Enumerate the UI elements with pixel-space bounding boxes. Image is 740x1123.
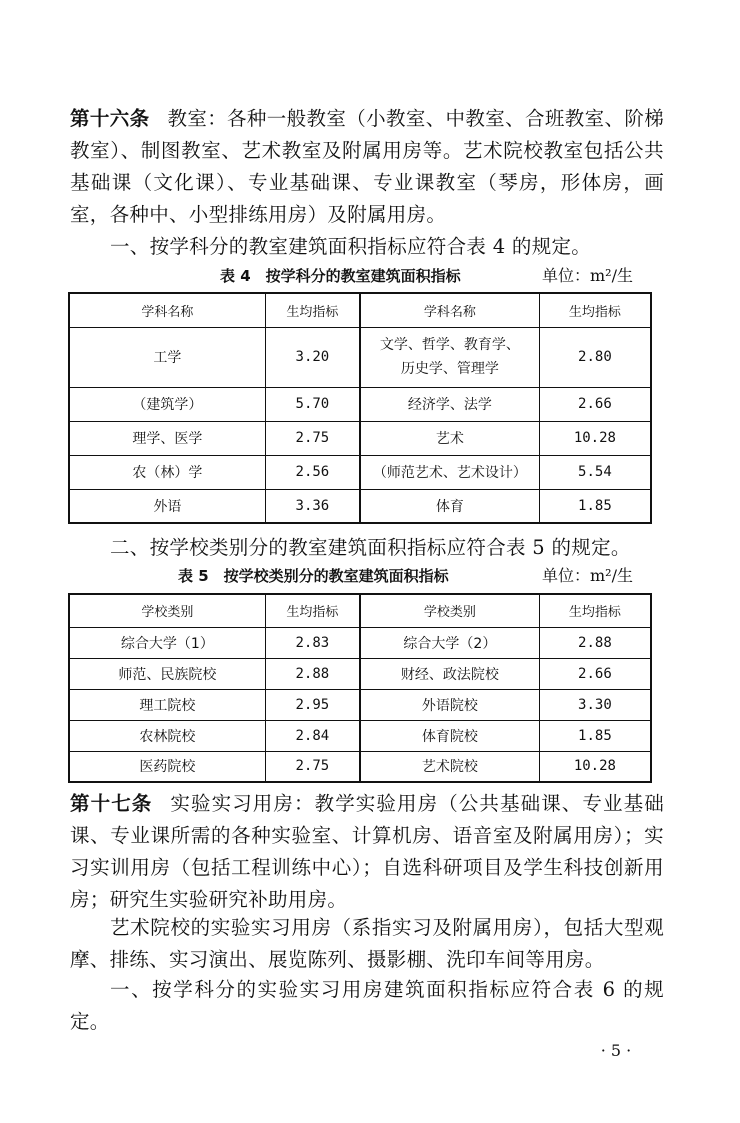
table-cell: 2.88 xyxy=(539,627,651,658)
column-header: 生均指标 xyxy=(539,594,651,627)
column-header: 学校类别 xyxy=(360,594,539,627)
table-cell: 5.54 xyxy=(539,455,651,489)
table-cell: 理工院校 xyxy=(69,689,265,720)
table-cell: 2.75 xyxy=(265,421,360,455)
table-cell: 2.66 xyxy=(539,658,651,689)
table-header-row xyxy=(69,594,651,627)
table-row xyxy=(69,720,651,751)
table-cell: 农（林）学 xyxy=(69,455,265,489)
table-row xyxy=(69,387,651,421)
article-17-paragraph-2: 艺术院校的实验实习用房（系指实习及附属用房），包括大型观摩、排练、实习演出、展览陈列、摄影棚、洗印车间等用房。 xyxy=(70,916,664,971)
table-cell: 工学 xyxy=(69,327,265,387)
table-5 xyxy=(68,593,652,783)
table-cell: 医药院校 xyxy=(69,751,265,782)
column-header: 学校类别 xyxy=(69,594,265,627)
article-17-item-1: 一、按学科分的实验实习用房建筑面积指标应符合表 6 的规定。 xyxy=(70,978,664,1033)
column-header: 学科名称 xyxy=(360,293,539,327)
table-cell: 2.88 xyxy=(265,658,360,689)
table-cell: 1.85 xyxy=(539,489,651,523)
table-row xyxy=(69,751,651,782)
table-cell: 3.30 xyxy=(539,689,651,720)
article-16 xyxy=(70,103,664,231)
table-cell: 文学、哲学、教育学、 历史学、管理学 xyxy=(360,327,539,387)
table-cell: 2.75 xyxy=(265,751,360,782)
table-cell: 师范、民族院校 xyxy=(69,658,265,689)
table-4-unit: 单位：m²/生 xyxy=(542,266,633,285)
table-cell: 3.36 xyxy=(265,489,360,523)
article-16-body: 教室：各种一般教室（小教室、中教室、合班教室、阶梯教室）、制图教室、艺术教室及附属用房等。艺术院校教室包括公共基础课（文化课）、专业基础课、专业课教室（琴房，形体房，画室，各种中、小型排练用房）及附属用房。 xyxy=(70,107,664,226)
table-row xyxy=(69,658,651,689)
table-cell: 综合大学（1） xyxy=(69,627,265,658)
table-cell: 2.56 xyxy=(265,455,360,489)
table-row xyxy=(69,627,651,658)
article-16-item-2: 二、按学校类别分的教室建筑面积指标应符合表 5 的规定。 xyxy=(110,536,631,559)
page-number: · 5 · xyxy=(600,1041,632,1060)
table-5-unit: 单位：m²/生 xyxy=(542,566,633,585)
article-17-body: 实验实习用房：教学实验用房（公共基础课、专业基础课、专业课所需的各种实验室、计算机房、语音室及附属用房）；实习实训用房（包括工程训练中心）；自选科研项目及学生科技创新用房；研究生实验研究补助用房。 xyxy=(70,792,665,911)
table-cell: 3.20 xyxy=(265,327,360,387)
table-header-row xyxy=(69,293,651,327)
table-cell: 1.85 xyxy=(539,720,651,751)
article-17-title: 第十七条 xyxy=(70,792,153,815)
table-row xyxy=(69,327,651,387)
table-cell: 农林院校 xyxy=(69,720,265,751)
table-cell: 外语院校 xyxy=(360,689,539,720)
table-5-caption: 表 5 按学校类别分的教室建筑面积指标 xyxy=(178,567,449,585)
article-16-item-1: 一、按学科分的教室建筑面积指标应符合表 4 的规定。 xyxy=(110,235,592,258)
article-16-title: 第十六条 xyxy=(70,107,150,130)
article-17 xyxy=(70,788,664,916)
table-cell: 体育 xyxy=(360,489,539,523)
column-header: 学科名称 xyxy=(69,293,265,327)
table-cell: （建筑学） xyxy=(69,387,265,421)
table-cell: 体育院校 xyxy=(360,720,539,751)
column-header: 生均指标 xyxy=(539,293,651,327)
table-cell: 经济学、法学 xyxy=(360,387,539,421)
table-cell: 2.66 xyxy=(539,387,651,421)
column-header: 生均指标 xyxy=(265,293,360,327)
table-cell: 10.28 xyxy=(539,421,651,455)
table-cell: 2.83 xyxy=(265,627,360,658)
table-row xyxy=(69,455,651,489)
table-cell: 财经、政法院校 xyxy=(360,658,539,689)
table-cell: 10.28 xyxy=(539,751,651,782)
table-row xyxy=(69,489,651,523)
table-4 xyxy=(68,292,652,524)
column-header: 生均指标 xyxy=(265,594,360,627)
table-cell: 艺术 xyxy=(360,421,539,455)
table-cell: 2.84 xyxy=(265,720,360,751)
table-cell: 5.70 xyxy=(265,387,360,421)
table-cell: 2.80 xyxy=(539,327,651,387)
table-row xyxy=(69,689,651,720)
table-cell: 外语 xyxy=(69,489,265,523)
table-cell: 艺术院校 xyxy=(360,751,539,782)
table-cell: （师范艺术、艺术设计） xyxy=(360,455,539,489)
table-cell: 2.95 xyxy=(265,689,360,720)
table-4-caption: 表 4 按学科分的教室建筑面积指标 xyxy=(220,267,461,285)
table-cell: 综合大学（2） xyxy=(360,627,539,658)
table-row xyxy=(69,421,651,455)
table-cell: 理学、医学 xyxy=(69,421,265,455)
